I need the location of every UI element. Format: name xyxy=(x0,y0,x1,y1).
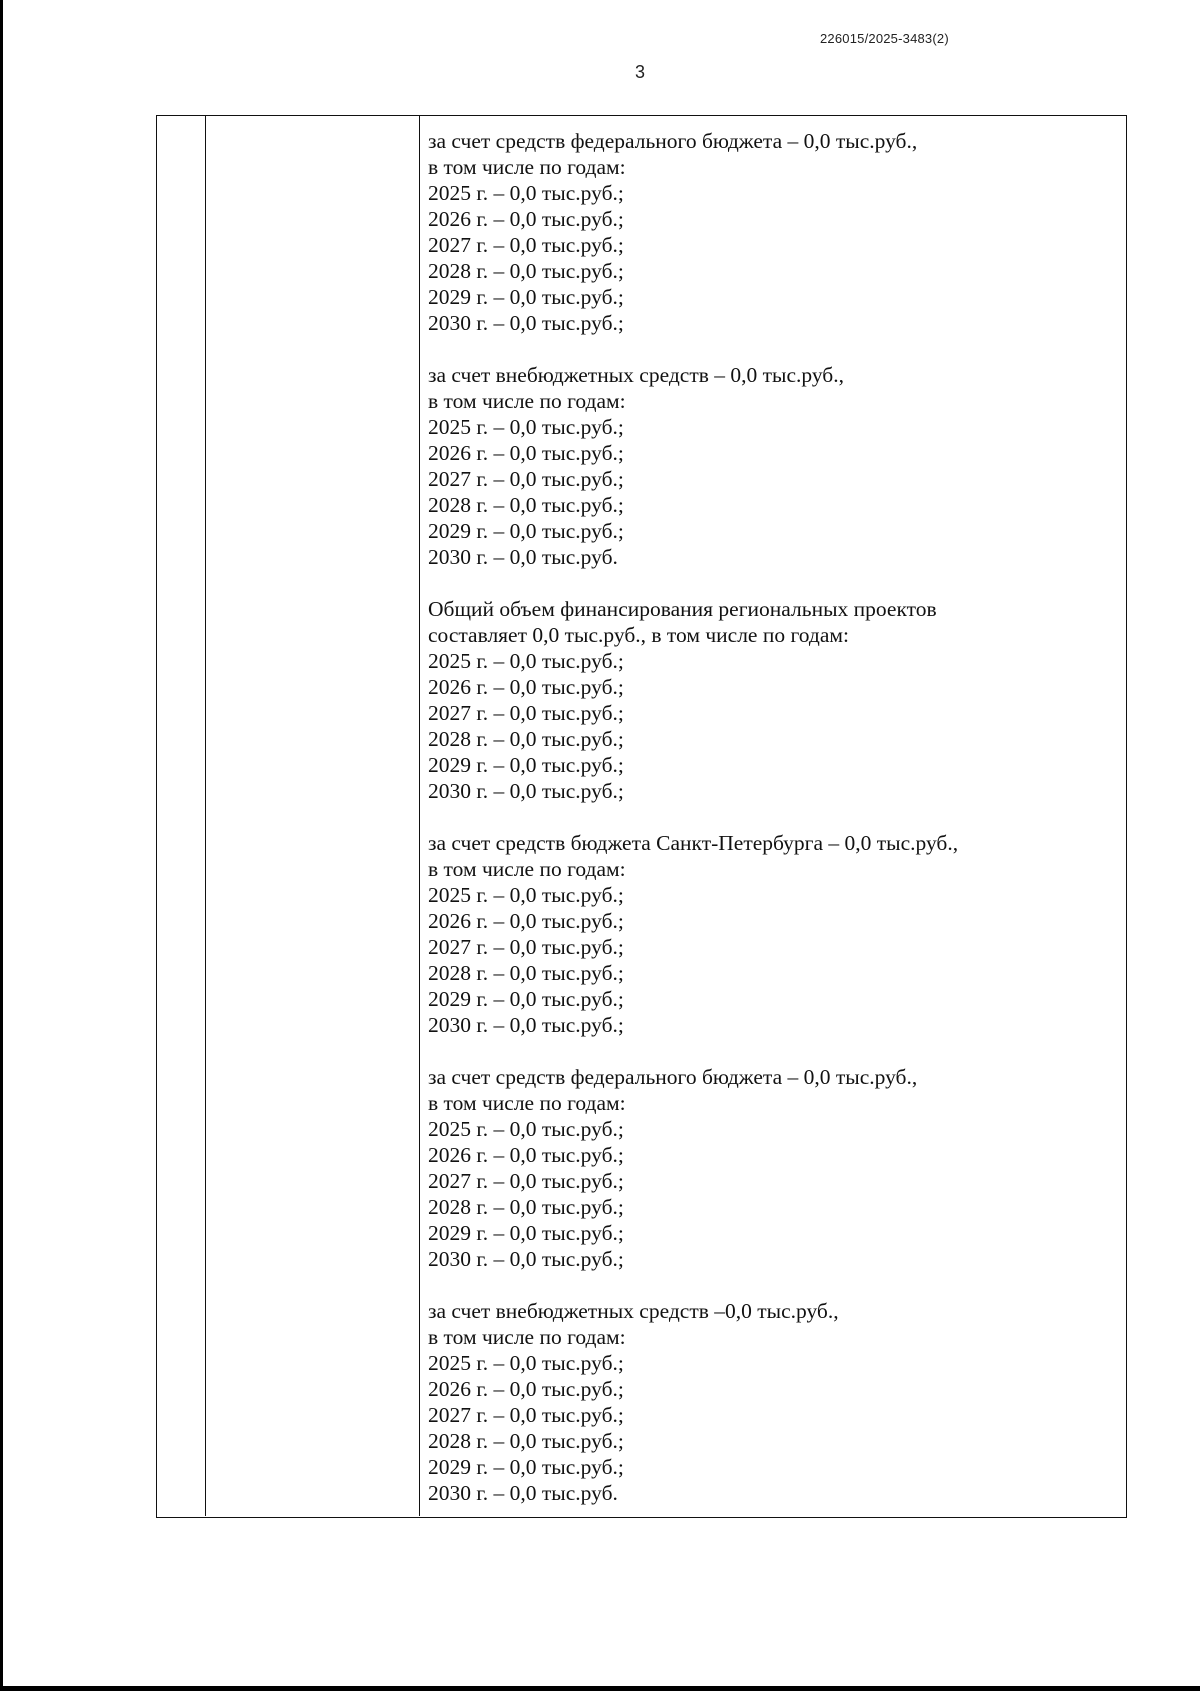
scan-edge-bottom xyxy=(0,1686,1200,1691)
funding-block-extrabudgetary-regional xyxy=(428,1298,1118,1506)
table-column-divider-2 xyxy=(419,116,420,1516)
block-intro-line: за счет средств федерального бюджета – 0,0 тыс.руб., xyxy=(428,129,918,153)
year-line: 2030 г. – 0,0 тыс.руб.; xyxy=(428,311,624,335)
year-line: 2025 г. – 0,0 тыс.руб.; xyxy=(428,883,624,907)
block-intro-line: в том числе по годам: xyxy=(428,1091,626,1115)
financing-text-cell xyxy=(428,128,1118,1506)
block-intro-line: составляет 0,0 тыс.руб., в том числе по годам: xyxy=(428,623,849,647)
year-line: 2029 г. – 0,0 тыс.руб.; xyxy=(428,519,624,543)
year-line: 2030 г. – 0,0 тыс.руб.; xyxy=(428,1013,624,1037)
block-intro-line: в том числе по годам: xyxy=(428,857,626,881)
funding-block-extrabudgetary xyxy=(428,362,1118,570)
year-line: 2027 г. – 0,0 тыс.руб.; xyxy=(428,233,624,257)
year-line: 2030 г. – 0,0 тыс.руб. xyxy=(428,1481,618,1505)
year-line: 2025 г. – 0,0 тыс.руб.; xyxy=(428,415,624,439)
year-line: 2026 г. – 0,0 тыс.руб.; xyxy=(428,207,624,231)
year-line: 2026 г. – 0,0 тыс.руб.; xyxy=(428,1377,624,1401)
year-line: 2029 г. – 0,0 тыс.руб.; xyxy=(428,1455,624,1479)
document-number: 226015/2025-3483(2) xyxy=(820,31,949,46)
table-column-divider-1 xyxy=(205,116,206,1516)
year-line: 2030 г. – 0,0 тыс.руб.; xyxy=(428,779,624,803)
year-line: 2027 г. – 0,0 тыс.руб.; xyxy=(428,467,624,491)
year-line: 2025 г. – 0,0 тыс.руб.; xyxy=(428,181,624,205)
year-line: 2028 г. – 0,0 тыс.руб.; xyxy=(428,727,624,751)
funding-block-spb-budget xyxy=(428,830,1118,1038)
year-line: 2027 г. – 0,0 тыс.руб.; xyxy=(428,1169,624,1193)
scan-edge-left xyxy=(0,0,3,1691)
block-intro-line: в том числе по годам: xyxy=(428,1325,626,1349)
year-line: 2027 г. – 0,0 тыс.руб.; xyxy=(428,701,624,725)
year-line: 2027 г. – 0,0 тыс.руб.; xyxy=(428,935,624,959)
year-line: 2029 г. – 0,0 тыс.руб.; xyxy=(428,285,624,309)
block-intro-line: в том числе по годам: xyxy=(428,155,626,179)
year-line: 2025 г. – 0,0 тыс.руб.; xyxy=(428,649,624,673)
year-line: 2025 г. – 0,0 тыс.руб.; xyxy=(428,1117,624,1141)
block-intro-line: за счет средств бюджета Санкт-Петербурга – 0,0 тыс.руб., xyxy=(428,831,959,855)
year-line: 2029 г. – 0,0 тыс.руб.; xyxy=(428,987,624,1011)
year-line: 2026 г. – 0,0 тыс.руб.; xyxy=(428,909,624,933)
year-line: 2030 г. – 0,0 тыс.руб.; xyxy=(428,1247,624,1271)
year-line: 2028 г. – 0,0 тыс.руб.; xyxy=(428,961,624,985)
year-line: 2028 г. – 0,0 тыс.руб.; xyxy=(428,493,624,517)
year-line: 2029 г. – 0,0 тыс.руб.; xyxy=(428,753,624,777)
funding-block-federal xyxy=(428,128,1118,336)
year-line: 2028 г. – 0,0 тыс.руб.; xyxy=(428,1195,624,1219)
block-intro-line: за счет внебюджетных средств – 0,0 тыс.руб., xyxy=(428,363,844,387)
year-line: 2028 г. – 0,0 тыс.руб.; xyxy=(428,259,624,283)
year-line: 2028 г. – 0,0 тыс.руб.; xyxy=(428,1429,624,1453)
page-number: 3 xyxy=(634,62,645,82)
block-intro-line: за счет средств федерального бюджета – 0,0 тыс.руб., xyxy=(428,1065,918,1089)
year-line: 2026 г. – 0,0 тыс.руб.; xyxy=(428,675,624,699)
block-intro-line: в том числе по годам: xyxy=(428,389,626,413)
funding-block-federal-regional xyxy=(428,1064,1118,1272)
year-line: 2025 г. – 0,0 тыс.руб.; xyxy=(428,1351,624,1375)
year-line: 2026 г. – 0,0 тыс.руб.; xyxy=(428,441,624,465)
year-line: 2027 г. – 0,0 тыс.руб.; xyxy=(428,1403,624,1427)
year-line: 2029 г. – 0,0 тыс.руб.; xyxy=(428,1221,624,1245)
block-intro-line: Общий объем финансирования региональных проектов xyxy=(428,597,937,621)
year-line: 2030 г. – 0,0 тыс.руб. xyxy=(428,545,618,569)
funding-block-regional-projects-total xyxy=(428,596,1118,804)
block-intro-line: за счет внебюджетных средств –0,0 тыс.руб., xyxy=(428,1299,839,1323)
year-line: 2026 г. – 0,0 тыс.руб.; xyxy=(428,1143,624,1167)
